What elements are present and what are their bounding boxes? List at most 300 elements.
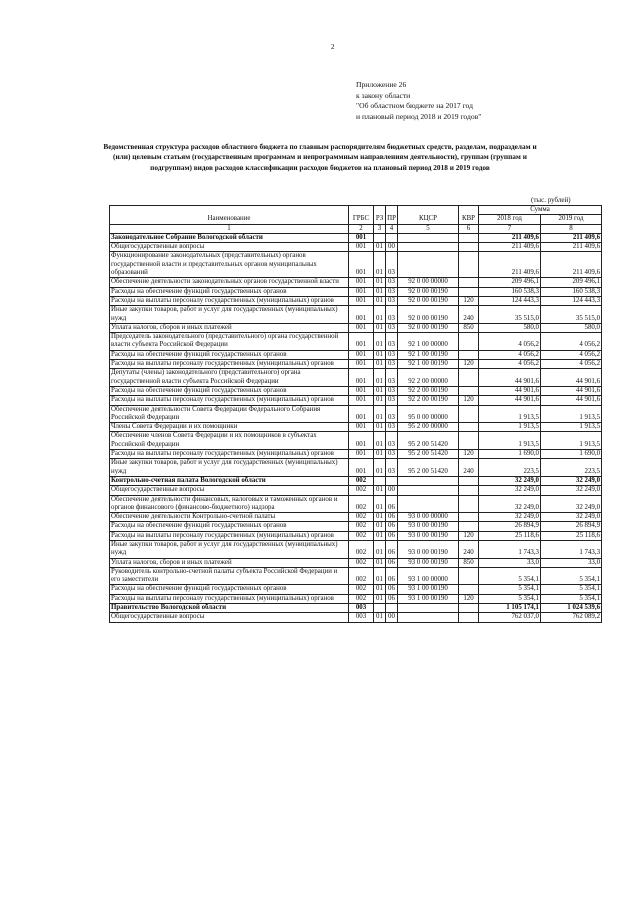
cell-rz: 01 xyxy=(374,278,386,287)
appendix-line: "Об областном бюджете на 2017 год xyxy=(356,101,473,111)
cell-2019: 1 690,0 xyxy=(541,450,602,459)
cell-2018: 209 496,1 xyxy=(479,278,541,287)
cell-name: Расходы на выплаты персоналу государственных (муниципальных) органов xyxy=(110,531,349,540)
cell-kcsr: 93 0 00 00190 xyxy=(398,531,459,540)
cell-kvr xyxy=(459,604,479,613)
table-row xyxy=(110,585,602,594)
cell-pr: 03 xyxy=(386,287,398,296)
cell-pr: 06 xyxy=(386,585,398,594)
table-row xyxy=(110,405,602,423)
cell-2018: 762 037,0 xyxy=(479,613,541,622)
cell-kvr xyxy=(459,522,479,531)
table-row xyxy=(110,558,602,567)
cell-rz: 01 xyxy=(374,558,386,567)
col-number: 6 xyxy=(459,224,479,233)
cell-2019: 580,0 xyxy=(541,323,602,332)
cell-rz: 01 xyxy=(374,486,386,495)
cell-pr xyxy=(386,233,398,242)
header-rz: РЗ xyxy=(374,206,386,225)
cell-kvr xyxy=(459,233,479,242)
cell-2018: 124 443,3 xyxy=(479,296,541,305)
header-name: Наименование xyxy=(110,206,349,225)
table-row xyxy=(110,540,602,558)
cell-2019: 32 249,0 xyxy=(541,495,602,513)
cell-kcsr: 93 1 00 00190 xyxy=(398,585,459,594)
header-row xyxy=(110,206,602,215)
table-row xyxy=(110,513,602,522)
cell-2019: 33,0 xyxy=(541,558,602,567)
cell-name: Расходы на выплаты персоналу государственных (муниципальных) органов xyxy=(110,450,349,459)
cell-2019: 1 913,5 xyxy=(541,405,602,423)
cell-name: Расходы на выплаты персоналу государственных (муниципальных) органов xyxy=(110,296,349,305)
cell-name: Расходы на обеспечение функций государственных органов xyxy=(110,386,349,395)
cell-pr: 00 xyxy=(386,613,398,622)
cell-name: Правительство Вологодской области xyxy=(110,604,349,613)
cell-rz: 01 xyxy=(374,396,386,405)
cell-kcsr: 95 2 00 51420 xyxy=(398,459,459,477)
cell-rz: 01 xyxy=(374,522,386,531)
header-2019: 2019 год xyxy=(541,215,602,224)
cell-pr: 03 xyxy=(386,306,398,324)
cell-2018: 223,5 xyxy=(479,459,541,477)
cell-kcsr: 92 1 00 00000 xyxy=(398,333,459,351)
cell-rz: 01 xyxy=(374,252,386,278)
cell-pr: 06 xyxy=(386,522,398,531)
cell-2019: 5 354,1 xyxy=(541,585,602,594)
cell-2019: 44 901,6 xyxy=(541,396,602,405)
cell-2019: 32 249,0 xyxy=(541,513,602,522)
cell-name: Обеспечение деятельности финансовых, налоговых и таможенных органов и органов финансового (финансово-бюджетного) надзора xyxy=(110,495,349,513)
cell-kcsr xyxy=(398,613,459,622)
cell-kvr xyxy=(459,513,479,522)
cell-name: Законодательное Собрание Вологодской области xyxy=(110,233,349,242)
header-kvr: КВР xyxy=(459,206,479,225)
col-number: 7 xyxy=(479,224,541,233)
cell-grbs: 001 xyxy=(349,396,374,405)
cell-pr: 03 xyxy=(386,333,398,351)
cell-2019: 26 894,9 xyxy=(541,522,602,531)
col-number: 1 xyxy=(110,224,349,233)
cell-2018: 33,0 xyxy=(479,558,541,567)
cell-rz: 01 xyxy=(374,450,386,459)
appendix-line: к закону области xyxy=(356,90,411,100)
cell-name: Общегосударственные вопросы xyxy=(110,243,349,252)
cell-grbs: 001 xyxy=(349,278,374,287)
cell-kvr xyxy=(459,613,479,622)
cell-kvr: 120 xyxy=(459,594,479,603)
cell-grbs: 002 xyxy=(349,476,374,485)
cell-grbs: 002 xyxy=(349,495,374,513)
table-row xyxy=(110,333,602,351)
cell-kcsr: 92 0 00 00000 xyxy=(398,278,459,287)
cell-2018: 1 105 174,1 xyxy=(479,604,541,613)
cell-pr: 06 xyxy=(386,513,398,522)
cell-rz: 01 xyxy=(374,323,386,332)
cell-rz xyxy=(374,233,386,242)
header-sum: Сумма xyxy=(479,206,602,215)
table-row-section xyxy=(110,604,602,613)
cell-2018: 5 354,1 xyxy=(479,594,541,603)
cell-2019: 4 056,2 xyxy=(541,333,602,351)
cell-name: Обеспечение членов Совета Федерации и их помощников в субъектах Российской Федерации xyxy=(110,432,349,450)
cell-2018: 32 249,0 xyxy=(479,486,541,495)
budget-table xyxy=(109,205,602,623)
cell-name: Обеспечение деятельности законодательных органов государственной власти xyxy=(110,278,349,287)
cell-pr: 06 xyxy=(386,558,398,567)
cell-name: Уплата налогов, сборов и иных платежей xyxy=(110,558,349,567)
cell-kvr xyxy=(459,243,479,252)
cell-2018: 44 901,6 xyxy=(479,386,541,395)
cell-rz: 01 xyxy=(374,513,386,522)
cell-name: Функционирование законодательных (представительных) органов государственной власти и представительных органов муниципальных образований xyxy=(110,252,349,278)
cell-rz: 01 xyxy=(374,350,386,359)
cell-grbs: 002 xyxy=(349,531,374,540)
cell-2018: 5 354,1 xyxy=(479,567,541,585)
cell-rz: 01 xyxy=(374,459,386,477)
cell-pr: 06 xyxy=(386,531,398,540)
header-grbs: ГРБС xyxy=(349,206,374,225)
header-pr: ПР xyxy=(386,206,398,225)
cell-grbs: 001 xyxy=(349,252,374,278)
col-number: 8 xyxy=(541,224,602,233)
cell-rz: 01 xyxy=(374,531,386,540)
cell-2018: 4 056,2 xyxy=(479,360,541,369)
cell-pr: 06 xyxy=(386,495,398,513)
cell-2019: 4 056,2 xyxy=(541,360,602,369)
cell-kcsr: 95 2 00 00000 xyxy=(398,423,459,432)
cell-pr: 03 xyxy=(386,360,398,369)
cell-pr: 03 xyxy=(386,350,398,359)
cell-grbs: 001 xyxy=(349,423,374,432)
cell-grbs: 001 xyxy=(349,459,374,477)
table-row xyxy=(110,386,602,395)
cell-rz: 01 xyxy=(374,243,386,252)
cell-2019: 762 089,2 xyxy=(541,613,602,622)
appendix-line: Приложение 26 xyxy=(356,80,407,89)
cell-2019: 25 118,6 xyxy=(541,531,602,540)
cell-kcsr xyxy=(398,233,459,242)
cell-grbs: 002 xyxy=(349,540,374,558)
cell-grbs: 001 xyxy=(349,233,374,242)
cell-2019: 1 913,5 xyxy=(541,432,602,450)
cell-kcsr xyxy=(398,604,459,613)
cell-2018: 44 901,6 xyxy=(479,396,541,405)
cell-kvr: 850 xyxy=(459,323,479,332)
table-row xyxy=(110,360,602,369)
cell-kcsr: 92 0 00 00190 xyxy=(398,323,459,332)
cell-2019: 32 249,0 xyxy=(541,486,602,495)
cell-rz: 01 xyxy=(374,386,386,395)
cell-grbs: 001 xyxy=(349,296,374,305)
table-row xyxy=(110,613,602,622)
table-row xyxy=(110,423,602,432)
cell-2018: 160 538,3 xyxy=(479,287,541,296)
cell-name: Расходы на обеспечение функций государственных органов xyxy=(110,287,349,296)
cell-grbs: 002 xyxy=(349,585,374,594)
cell-grbs: 001 xyxy=(349,287,374,296)
cell-name: Расходы на обеспечение функций государственных органов xyxy=(110,522,349,531)
cell-2019: 44 901,6 xyxy=(541,369,602,387)
units-label: (тыс. рублей) xyxy=(531,196,571,204)
cell-kvr xyxy=(459,369,479,387)
cell-grbs: 001 xyxy=(349,323,374,332)
cell-kvr xyxy=(459,287,479,296)
cell-pr: 03 xyxy=(386,369,398,387)
cell-name: Депутаты (члены) законодательного (представительного) органа государственной власти субъекта Российской Федерации xyxy=(110,369,349,387)
table-row xyxy=(110,287,602,296)
cell-kcsr: 92 0 00 00190 xyxy=(398,296,459,305)
cell-kvr xyxy=(459,486,479,495)
cell-kcsr: 95 2 00 51420 xyxy=(398,432,459,450)
cell-2018: 211 409,6 xyxy=(479,243,541,252)
cell-2018: 25 118,6 xyxy=(479,531,541,540)
cell-2019: 1 743,3 xyxy=(541,540,602,558)
cell-kcsr: 93 0 00 00000 xyxy=(398,513,459,522)
table-row xyxy=(110,306,602,324)
cell-pr: 03 xyxy=(386,278,398,287)
cell-rz: 01 xyxy=(374,360,386,369)
cell-2019: 160 538,3 xyxy=(541,287,602,296)
cell-2019: 4 056,2 xyxy=(541,350,602,359)
cell-grbs: 001 xyxy=(349,432,374,450)
cell-kcsr: 93 1 00 00190 xyxy=(398,594,459,603)
table-row xyxy=(110,486,602,495)
cell-kcsr: 95 2 00 51420 xyxy=(398,450,459,459)
cell-2018: 4 056,2 xyxy=(479,333,541,351)
cell-2019: 35 515,0 xyxy=(541,306,602,324)
cell-rz: 01 xyxy=(374,287,386,296)
cell-name: Иные закупки товаров, работ и услуг для государственных (муниципальных) нужд xyxy=(110,540,349,558)
table-row xyxy=(110,323,602,332)
cell-pr: 03 xyxy=(386,432,398,450)
cell-pr: 03 xyxy=(386,450,398,459)
cell-2018: 1 690,0 xyxy=(479,450,541,459)
col-number: 4 xyxy=(386,224,398,233)
cell-kvr: 850 xyxy=(459,558,479,567)
cell-kcsr xyxy=(398,252,459,278)
cell-pr: 06 xyxy=(386,567,398,585)
cell-pr: 03 xyxy=(386,423,398,432)
cell-name: Члены Совета Федерации и их помощники xyxy=(110,423,349,432)
cell-name: Председатель законодательного (представительного) органа государственной власти субъекта Российской Федерации xyxy=(110,333,349,351)
cell-kvr xyxy=(459,252,479,278)
cell-rz: 01 xyxy=(374,567,386,585)
cell-grbs: 001 xyxy=(349,369,374,387)
table-row-section xyxy=(110,476,602,485)
column-number-row xyxy=(110,224,602,233)
cell-name: Иные закупки товаров, работ и услуг для государственных (муниципальных) нужд xyxy=(110,459,349,477)
table-row xyxy=(110,296,602,305)
cell-name: Расходы на обеспечение функций государственных органов xyxy=(110,585,349,594)
cell-pr: 03 xyxy=(386,386,398,395)
table-row xyxy=(110,495,602,513)
cell-kvr xyxy=(459,278,479,287)
cell-pr: 03 xyxy=(386,252,398,278)
cell-kcsr xyxy=(398,243,459,252)
cell-name: Обеспечение деятельности Контрольно-счетной палаты xyxy=(110,513,349,522)
table-row-section xyxy=(110,233,602,242)
cell-grbs: 002 xyxy=(349,522,374,531)
table-row xyxy=(110,522,602,531)
cell-2019: 211 409,6 xyxy=(541,252,602,278)
col-number: 3 xyxy=(374,224,386,233)
cell-name: Расходы на выплаты персоналу государственных (муниципальных) органов xyxy=(110,396,349,405)
cell-grbs: 003 xyxy=(349,604,374,613)
cell-name: Расходы на выплаты персоналу государственных (муниципальных) органов xyxy=(110,360,349,369)
table-row xyxy=(110,459,602,477)
table-row xyxy=(110,278,602,287)
table-row xyxy=(110,369,602,387)
cell-grbs: 001 xyxy=(349,405,374,423)
cell-name: Уплата налогов, сборов и иных платежей xyxy=(110,323,349,332)
cell-grbs: 001 xyxy=(349,350,374,359)
cell-rz: 01 xyxy=(374,306,386,324)
cell-2018: 1 743,3 xyxy=(479,540,541,558)
cell-2019: 211 409,6 xyxy=(541,243,602,252)
cell-rz: 01 xyxy=(374,423,386,432)
cell-kcsr: 93 0 00 00190 xyxy=(398,558,459,567)
col-number: 5 xyxy=(398,224,459,233)
cell-2019: 44 901,6 xyxy=(541,386,602,395)
cell-rz: 01 xyxy=(374,613,386,622)
cell-name: Контрольно-счетная палата Вологодской области xyxy=(110,476,349,485)
cell-2019: 223,5 xyxy=(541,459,602,477)
cell-2018: 32 249,0 xyxy=(479,476,541,485)
cell-kcsr: 93 1 00 00000 xyxy=(398,567,459,585)
cell-pr: 03 xyxy=(386,323,398,332)
cell-kcsr: 92 0 00 00190 xyxy=(398,287,459,296)
cell-name: Расходы на обеспечение функций государственных органов xyxy=(110,350,349,359)
cell-kcsr: 92 2 00 00190 xyxy=(398,386,459,395)
cell-pr: 03 xyxy=(386,459,398,477)
cell-kvr xyxy=(459,423,479,432)
cell-grbs: 002 xyxy=(349,594,374,603)
cell-kvr xyxy=(459,333,479,351)
table-row xyxy=(110,432,602,450)
cell-grbs: 003 xyxy=(349,613,374,622)
cell-grbs: 001 xyxy=(349,360,374,369)
cell-name: Обеспечение деятельности Совета Федерации Федерального Собрания Российской Федерации xyxy=(110,405,349,423)
cell-grbs: 001 xyxy=(349,450,374,459)
cell-kvr xyxy=(459,567,479,585)
cell-2018: 32 249,0 xyxy=(479,495,541,513)
cell-kvr xyxy=(459,476,479,485)
document-title: Ведомственная структура расходов областного бюджета по главным распорядителям бюджетных средств, разделам, подразделам и (или) целевым статьям (государственным программам и непрограммным направлениям деятельности), группам (группам и подгруппам) видов расходов классификации расходов бюджетов на плановый период 2018 и 2019 годов xyxy=(103,142,537,172)
cell-kcsr: 92 0 00 00190 xyxy=(398,306,459,324)
cell-kcsr: 93 0 00 00190 xyxy=(398,540,459,558)
table-row xyxy=(110,567,602,585)
cell-kvr xyxy=(459,585,479,594)
table-row xyxy=(110,243,602,252)
cell-rz: 01 xyxy=(374,432,386,450)
cell-pr xyxy=(386,476,398,485)
cell-2018: 211 409,6 xyxy=(479,233,541,242)
cell-rz xyxy=(374,476,386,485)
cell-2018: 4 056,2 xyxy=(479,350,541,359)
cell-pr xyxy=(386,604,398,613)
cell-kvr xyxy=(459,495,479,513)
cell-2018: 1 913,5 xyxy=(479,432,541,450)
cell-rz xyxy=(374,604,386,613)
cell-kcsr: 92 2 00 00000 xyxy=(398,369,459,387)
header-2018: 2018 год xyxy=(479,215,541,224)
cell-pr: 06 xyxy=(386,540,398,558)
col-number: 2 xyxy=(349,224,374,233)
cell-2019: 5 354,1 xyxy=(541,594,602,603)
cell-kcsr: 93 0 00 00190 xyxy=(398,522,459,531)
cell-2019: 124 443,3 xyxy=(541,296,602,305)
cell-2018: 35 515,0 xyxy=(479,306,541,324)
cell-pr: 03 xyxy=(386,405,398,423)
cell-pr: 06 xyxy=(386,594,398,603)
cell-grbs: 001 xyxy=(349,333,374,351)
cell-2019: 1 024 539,6 xyxy=(541,604,602,613)
cell-kvr: 120 xyxy=(459,296,479,305)
cell-pr: 03 xyxy=(386,296,398,305)
cell-pr: 00 xyxy=(386,486,398,495)
cell-grbs: 002 xyxy=(349,558,374,567)
cell-pr: 00 xyxy=(386,243,398,252)
cell-kvr: 120 xyxy=(459,396,479,405)
cell-2018: 5 354,1 xyxy=(479,585,541,594)
cell-2019: 5 354,1 xyxy=(541,567,602,585)
cell-2018: 26 894,9 xyxy=(479,522,541,531)
cell-kcsr xyxy=(398,495,459,513)
cell-kcsr: 95 0 00 00000 xyxy=(398,405,459,423)
table-row xyxy=(110,252,602,278)
cell-kvr: 120 xyxy=(459,450,479,459)
table-row xyxy=(110,450,602,459)
cell-grbs: 002 xyxy=(349,486,374,495)
cell-name: Расходы на выплаты персоналу государственных (муниципальных) органов xyxy=(110,594,349,603)
cell-2019: 209 496,1 xyxy=(541,278,602,287)
cell-kvr xyxy=(459,432,479,450)
cell-grbs: 001 xyxy=(349,386,374,395)
cell-2019: 1 913,5 xyxy=(541,423,602,432)
cell-kvr: 120 xyxy=(459,531,479,540)
cell-grbs: 001 xyxy=(349,243,374,252)
cell-kvr xyxy=(459,350,479,359)
table-row xyxy=(110,594,602,603)
cell-kvr: 240 xyxy=(459,459,479,477)
header-kcsr: КЦСР xyxy=(398,206,459,225)
cell-grbs: 002 xyxy=(349,567,374,585)
cell-kcsr: 92 2 00 00190 xyxy=(398,396,459,405)
cell-kvr: 240 xyxy=(459,306,479,324)
cell-kvr xyxy=(459,386,479,395)
cell-rz: 01 xyxy=(374,585,386,594)
cell-2018: 211 409,6 xyxy=(479,252,541,278)
cell-pr: 03 xyxy=(386,396,398,405)
cell-rz: 01 xyxy=(374,594,386,603)
cell-name: Общегосударственные вопросы xyxy=(110,613,349,622)
cell-2019: 32 249,0 xyxy=(541,476,602,485)
table-row xyxy=(110,350,602,359)
cell-kcsr xyxy=(398,476,459,485)
cell-rz: 01 xyxy=(374,296,386,305)
cell-2019: 211 409,6 xyxy=(541,233,602,242)
cell-kcsr: 92 1 00 00190 xyxy=(398,360,459,369)
cell-2018: 44 901,6 xyxy=(479,369,541,387)
cell-name: Общегосударственные вопросы xyxy=(110,486,349,495)
cell-rz: 01 xyxy=(374,333,386,351)
cell-kvr: 120 xyxy=(459,360,479,369)
cell-rz: 01 xyxy=(374,369,386,387)
cell-kcsr xyxy=(398,486,459,495)
cell-kvr xyxy=(459,405,479,423)
appendix-block xyxy=(356,80,481,122)
appendix-line: и плановый период 2018 и 2019 годов" xyxy=(356,111,482,121)
